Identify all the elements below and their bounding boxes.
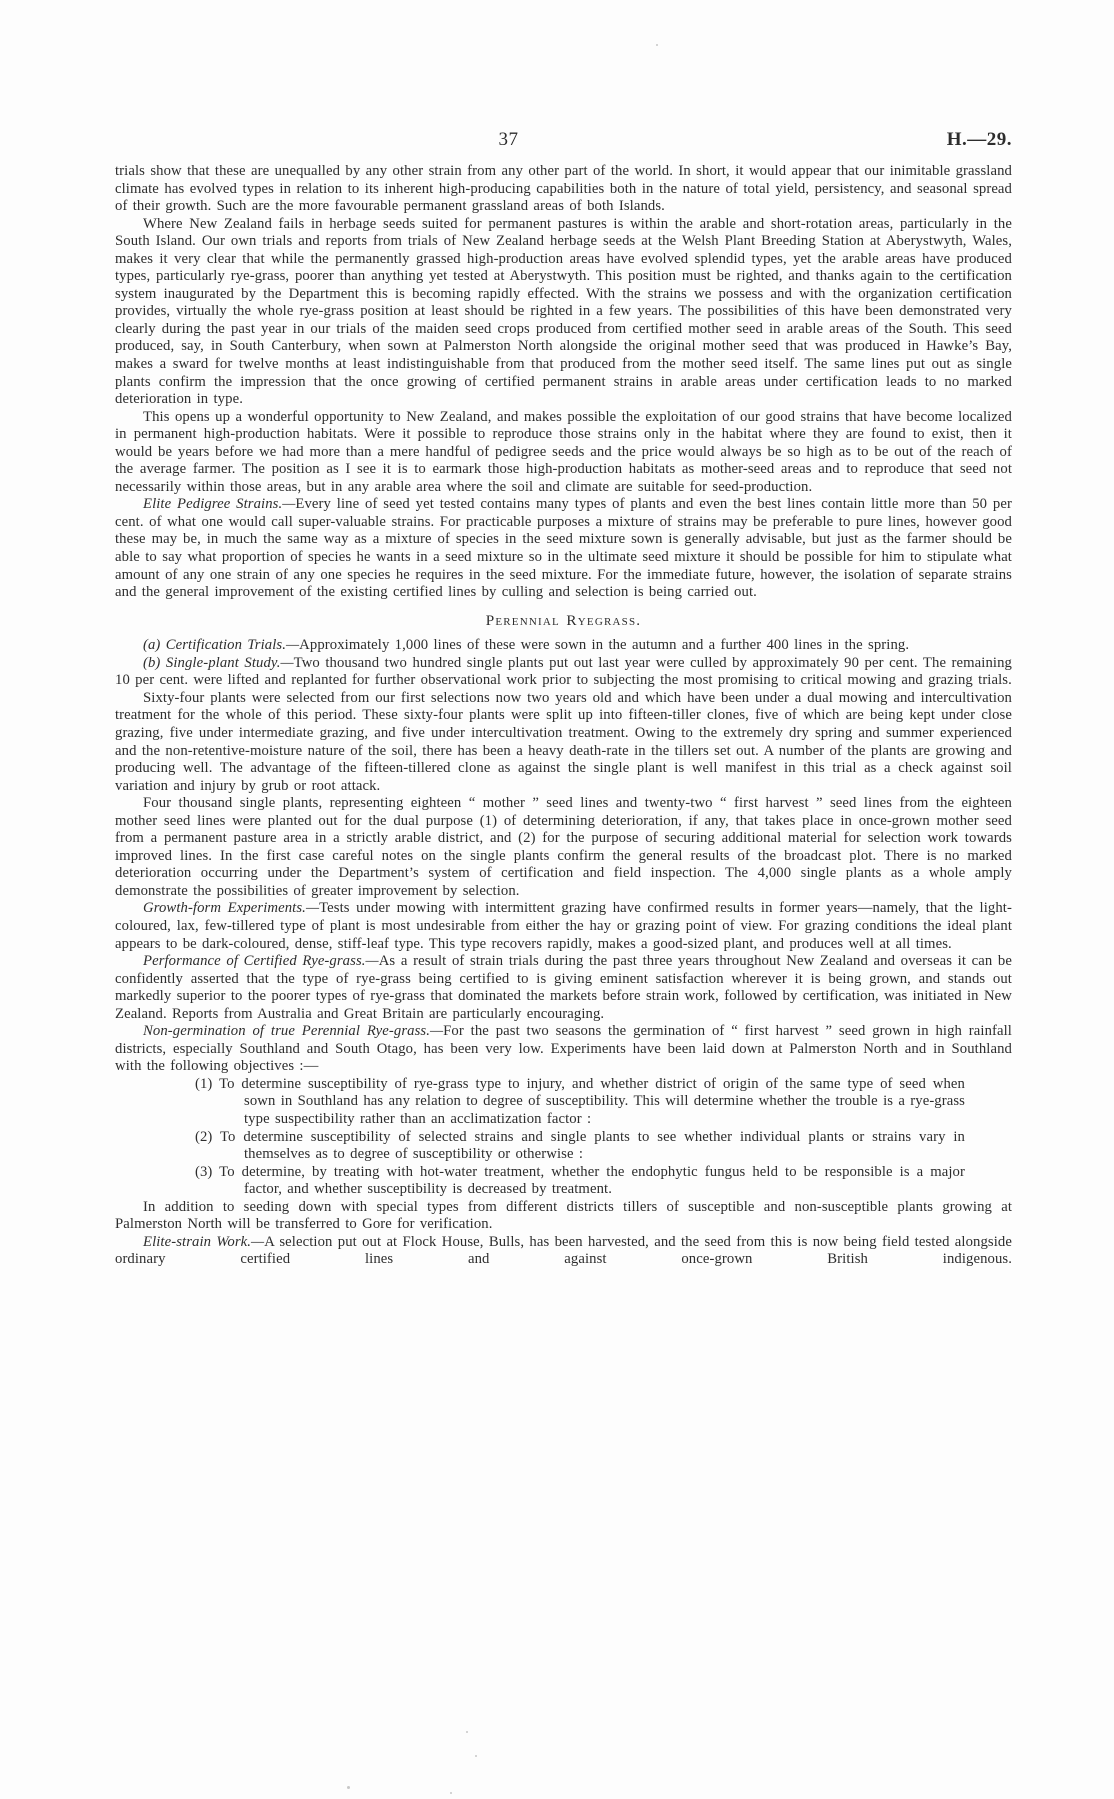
paragraph-growth-form-experiments <box>115 900 1012 953</box>
paragraph-elite-strain-work <box>115 1234 1012 1269</box>
paragraph-text: As a result of strain trials during the past three years throughout New Zealand and overseas it can be confidently asserted that the type of rye-grass being certified to is giving eminent satisfaction wherever it is being grown, and stands out markedly superior to the poorer types of rye-grass that dominated the markets before strain work, followed by certification, was initiated in New Zealand. Reports from Australia and Great Britain are particularly encouraging. <box>115 953 1012 1022</box>
paragraph-certification-trials <box>115 637 1012 655</box>
paragraph-opportunity <box>115 409 1012 497</box>
objectives-list <box>115 1076 1012 1199</box>
scan-artifact <box>466 1731 468 1733</box>
document-reference: H.—29. <box>946 129 1012 150</box>
paragraph-lead-italic: (a) Certification Trials.— <box>143 637 300 654</box>
objective-item-2 <box>195 1128 965 1164</box>
paragraph-text: trials show that these are unequalled by any other strain from any other part of the world. In short, it would appear that our inimitable grassland climate has evolved types in relation to its inherent high-producing capabilities both in the nature of total yield, persistency, and seasonal spread of their growth. Such are the more favourable permanent grassland areas of both Islands. <box>115 163 1012 215</box>
objective-text: To determine, by treating with hot-water treatment, whether the endophytic fungus held to be responsible is a major factor, and whether susceptibility is decreased by treatment. <box>219 1163 965 1198</box>
objective-text: To determine susceptibility of rye-grass type to injury, and whether district of origin of the same type of seed when sown in Southland has any relation to degree of susceptibility. This will determine whether the trouble is a rye-grass type suspectibility rather than an acclimatization factor : <box>219 1075 965 1127</box>
page-header <box>115 129 1012 153</box>
section-heading-perennial-ryegrass: Perennial Ryegrass. <box>485 611 642 629</box>
paragraph-text: For the past two seasons the germination of “ first harvest ” seed grown in high rainfall districts, especially Southland and South Otago, has been very low. Experiments have been laid down at Palmerston North and in Southland with the following objectives :— <box>115 1023 1012 1075</box>
paragraph-single-plant-study <box>115 655 1012 690</box>
document-body <box>115 163 1012 1269</box>
scan-artifact <box>450 1792 452 1794</box>
scan-artifact <box>347 1786 350 1789</box>
paragraph-text: Approximately 1,000 lines of these were sown in the autumn and a further 400 lines in the spring. <box>299 637 910 654</box>
paragraph-text: Four thousand single plants, representing eighteen “ mother ” seed lines and twenty-two “ first harvest ” seed lines from the eighteen mother seed lines were planted out for the dual purpose (1) of determining deterioration, if any, that takes place in once-grown mother seed from a permanent pasture area in a strictly arable district, and (2) for the purpose of securing additional material for selection work towards improved lines. In the first case careful notes on the single plants confirm the general results of the broadcast plot. There is no marked deterioration occurring under the Department’s system of certification and field inspection. The 4,000 single plants as a whole amply demonstrate the possibilities of greater improvement by selection. <box>115 795 1012 899</box>
objective-number: (2) <box>195 1128 213 1145</box>
page-number: 37 <box>498 129 519 150</box>
paragraph-text: Tests under mowing with intermittent grazing have confirmed results in former years—namely, that the light-coloured, lax, few-tillered type of plant is most undesirable from either the hay or grazing point of view. For grazing conditions the ideal plant appears to be dark-coloured, dense, stiff-leaf type. This type recovers rapidly, makes a good-sized plant, and produces well at all times. <box>115 900 1012 952</box>
paragraph-text: Two thousand two hundred single plants put out last year were culled by approximately 90 per cent. The remaining 10 per cent. were lifted and replanted for further observational work prior to subjecting the most promising to critical mowing and grazing trials. <box>115 654 1012 689</box>
objective-number: (1) <box>195 1075 213 1092</box>
paragraph-text: A selection put out at Flock House, Bulls, has been harvested, and the seed from this is now being field tested alongside ordinary certified lines and against once-grown British indigenous. <box>115 1233 1012 1268</box>
paragraph-gore-transfer <box>115 1199 1012 1234</box>
paragraph-lead-italic: (b) Single-plant Study.— <box>143 654 294 671</box>
paragraph-lead-italic: Growth-form Experiments.— <box>143 900 320 917</box>
paragraph-sixty-four-plants <box>115 690 1012 795</box>
paragraph-lead-italic: Performance of Certified Rye-grass.— <box>143 953 379 970</box>
paragraph-text: Where New Zealand fails in herbage seeds suited for permanent pastures is within the arable and short-rotation areas, particularly in the South Island. Our own trials and reports from trials of New Zealand herbage seeds at the Welsh Plant Breeding Station at Aberystwyth, Wales, makes it very clear that while the permanently grassed high-production areas have evolved splendid types, yet the arable areas have produced types, particularly rye-grass, poorer than anything yet tested at Aberystwyth. This position must be righted, and thanks again to the certification system inaugurated by the Department this is becoming rapidly effected. With the strains we possess and with the organization certification provides, virtually the whole rye-grass position at least should be righted in a few years. The possibilities of this have been demonstrated very clearly during the past year in our trials of the maiden seed crops produced from certified mother seed in arable areas of the South. This seed produced, say, in South Canterbury, when sown at Palmerston North alongside the original mother seed that was produced in Hawke’s Bay, makes a sward for twelve months at least indistinguishable from that produced from the mother seed itself. The same lines put out as single plants confirm the impression that the once growing of certified permanent strains in arable areas under certification leads to no marked deterioration in type. <box>115 215 1012 408</box>
paragraph-non-germination <box>115 1023 1012 1076</box>
paragraph-performance-certified-ryegrass <box>115 953 1012 1023</box>
objective-text: To determine susceptibility of selected strains and single plants to see whether individual plants or strains vary in themselves as to degree of susceptibility or otherwise : <box>220 1128 965 1163</box>
paragraph-lead-italic: Elite Pedigree Strains.— <box>143 496 296 513</box>
paragraph-four-thousand-plants <box>115 795 1012 900</box>
paragraph-text: This opens up a wonderful opportunity to New Zealand, and makes possible the exploitation of our good strains that have become localized in permanent high-production habitats. Were it possible to reproduce those strains only in the habitat where they are found to exist, then it would be years before we had more than a mere handful of pedigree seeds and the price would always be so high as to be out of the reach of the average farmer. The position as I see it is to earmark those high-production habitats as mother-seed areas and to reproduce that seed not necessarily within those areas, but in any arable area where the soil and climate are suitable for seed-production. <box>115 408 1012 495</box>
paragraph-lead-italic: Elite-strain Work.— <box>143 1233 265 1250</box>
paragraph-nz-fails <box>115 216 1012 409</box>
paragraph-continuation <box>115 163 1012 216</box>
paragraph-text: Sixty-four plants were selected from our first selections now two years old and which have been under a dual mowing and intercultivation treatment for the whole of this period. These sixty-four plants were split up into fifteen-tiller clones, five of which are being kept under close grazing, five under intermediate grazing, and five under intercultivation treatment. Owing to the extremely dry spring and summer experienced and the non-retentive-moisture nature of the soil, there has been a heavy death-rate in the tillers set out. A number of the plants are growing and producing well. The advantage of the fifteen-tillered clone as against the single plant is well manifest in this trial as a check against soil variation and injury by grub or root attack. <box>115 689 1012 794</box>
scan-artifact <box>475 1755 477 1757</box>
paragraph-text: Every line of seed yet tested contains many types of plants and even the best lines contain little more than 50 per cent. of what one would call super-valuable strains. For practicable purposes a mixture of strains may be preferable to pure lines, however good these may be, in much the same way as a mixture of species in the seed mixture sown is generally advisable, but just as the farmer should be able to say what proportion of species he wants in a seed mixture so in the ultimate seed mixture it should be possible for him to stipulate what amount of any one strain of any one species he requires in the seed mixture. For the immediate future, however, the isolation of separate strains and the general improvement of the existing certified lines by culling and selection is being carried out. <box>115 496 1012 601</box>
paragraph-elite-pedigree-strains <box>115 496 1012 601</box>
paragraph-text: In addition to seeding down with special types from different districts tillers of susceptible and non-susceptible plants growing at Palmerston North will be transferred to Gore for verification. <box>115 1198 1012 1233</box>
objective-item-1 <box>195 1075 965 1129</box>
objective-number: (3) <box>195 1163 213 1180</box>
scan-artifact <box>656 44 658 46</box>
paragraph-lead-italic: Non-germination of true Perennial Rye-grass.— <box>143 1023 444 1040</box>
objective-item-3 <box>195 1163 965 1199</box>
